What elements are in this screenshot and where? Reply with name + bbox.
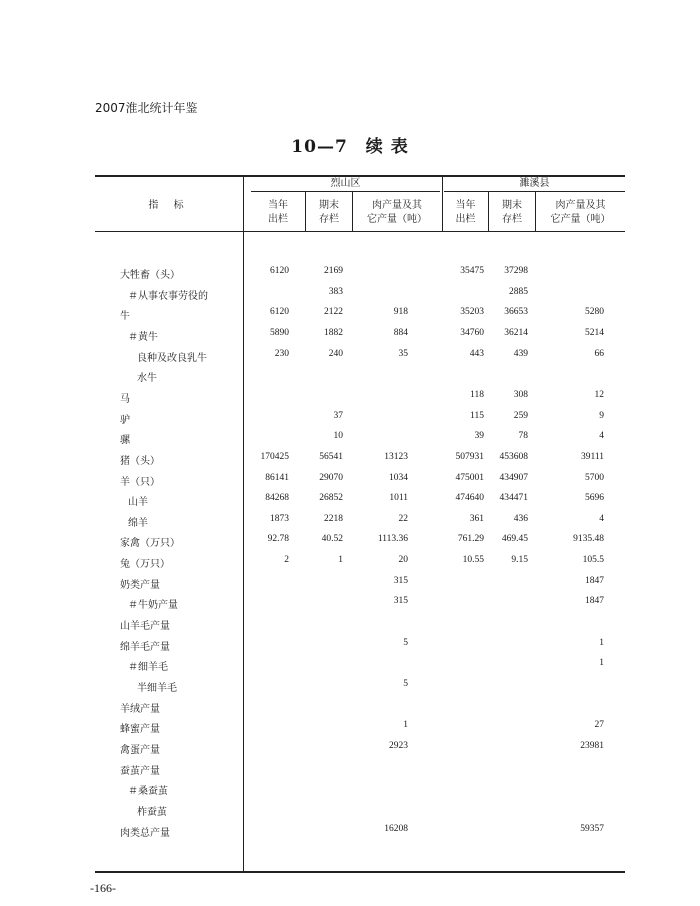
cell-value: 1011 [389,493,408,504]
cell-value: 5280 [585,307,604,318]
table-row [95,700,625,716]
cell-value: 1 [338,555,343,566]
table-row [95,514,625,530]
cell-value: 59357 [580,823,604,834]
row-label: 禽蛋产量 [120,744,160,756]
table-row [95,720,625,736]
cell-value: 78 [518,431,528,442]
row-label: 奶类产量 [120,579,160,591]
yearbook-header: 2007淮北统计年鉴 [95,101,198,115]
group-underline-1 [251,191,440,192]
cell-value: 1873 [270,513,289,524]
cell-value: 9 [599,410,604,421]
col-header-current-output: 当年 出栏 [455,200,476,225]
cell-value: 308 [513,389,528,400]
table-row [95,349,625,365]
cell-value: 1113.36 [377,534,408,545]
cell-value: 23981 [580,740,604,751]
table-row [95,803,625,819]
table-row [95,638,625,654]
col-header-meat-output: 肉产量及其 它产量（吨） [550,200,611,225]
cell-value: 9135.48 [573,534,604,545]
cell-value: 2122 [324,307,343,318]
cell-value: 84268 [265,493,289,504]
cell-value: 2923 [389,740,408,751]
cell-value: 2 [284,555,289,566]
cell-value: 170425 [260,451,289,462]
cell-value: 507931 [455,451,484,462]
table-row [95,782,625,798]
row-label: 大牲畜（头） [120,270,180,281]
cell-value: 4 [599,513,604,524]
cell-value: 5700 [585,472,604,483]
row-label: 兔（万只） [120,559,170,571]
table-row [95,431,625,447]
table-row [95,576,625,592]
cell-value: 56541 [319,451,343,462]
cell-value: 40.52 [321,534,343,545]
indicator-header: 指 标 [148,200,190,211]
table-row [95,411,625,427]
table-row [95,452,625,468]
cell-value: 2169 [324,266,343,276]
cell-value: 1882 [324,327,343,338]
cell-value: 92.78 [267,534,289,545]
cell-value: 39111 [580,451,604,462]
table-number: 10—7 [291,137,348,157]
table-row [95,473,625,489]
table-row [95,369,625,385]
cell-value: 29070 [319,472,343,483]
cell-value: 315 [393,596,408,607]
cell-value: 35 [398,348,408,359]
table-row [95,658,625,674]
header-bottom-rule [95,231,625,232]
row-label: 肉类总产量 [120,827,170,839]
table-row [95,534,625,550]
table-row [95,328,625,344]
cell-value: 453608 [499,451,528,462]
table-row [95,390,625,406]
cell-value: 315 [393,575,408,586]
group-header-suixi: 濉溪县 [519,178,550,189]
table-title-text: 续 表 [365,137,409,157]
row-label: 水牛 [137,373,157,385]
cell-value: 5696 [585,493,604,504]
cell-value: 1 [403,720,408,731]
cell-value: 86141 [265,472,289,483]
cell-value: 469.45 [501,534,528,545]
cell-value: 5214 [585,327,604,338]
row-label: ＃桑蚕茧 [128,786,168,798]
row-label: 柞蚕茧 [137,806,167,818]
cell-value: 36214 [504,327,528,338]
cell-value: 115 [470,410,484,421]
table-row [95,555,625,571]
cell-value: 1847 [585,575,604,586]
row-label: 牛 [120,311,130,323]
row-label: 山羊毛产量 [120,621,170,633]
row-label: 骡 [120,435,130,447]
col-header-end-stock: 期末 存栏 [502,200,522,225]
cell-value: 475001 [455,472,484,483]
cell-value: 9.15 [511,555,528,566]
cell-value: 434471 [499,493,528,504]
cell-value: 6120 [270,266,289,276]
cell-value: 439 [513,348,528,359]
table-row [95,762,625,778]
cell-value: 4 [599,431,604,442]
cell-value: 10.55 [462,555,484,566]
cell-value: 12 [594,389,604,400]
cell-value: 105.5 [582,555,604,566]
cell-value: 27 [594,720,604,731]
table-row [95,679,625,695]
table-row [95,741,625,757]
cell-value: 20 [398,555,408,566]
table-row [95,617,625,633]
cell-value: 474640 [455,493,484,504]
cell-value: 36653 [504,307,528,318]
cell-value: 16208 [384,823,408,834]
col-header-meat-output: 肉产量及其 它产量（吨） [367,200,427,225]
cell-value: 37298 [504,266,528,276]
row-label: ＃细羊毛 [128,662,168,674]
cell-value: 884 [393,327,408,338]
cell-value: 918 [393,307,408,318]
cell-value: 1 [599,658,604,669]
row-label: 蜂蜜产量 [120,724,160,736]
cell-value: 2885 [509,286,528,297]
row-label: 猪（头） [120,455,160,467]
row-label: 绵羊 [128,517,148,529]
cell-value: 5 [403,637,408,648]
cell-value: 66 [594,348,604,359]
row-label: 蚕茧产量 [120,765,160,777]
table-title [0,132,700,157]
row-label: 山羊 [128,497,148,509]
col-header-current-output: 当年 出栏 [268,200,288,225]
cell-value: 10 [333,431,343,442]
row-label: 半细羊毛 [137,683,177,694]
group-header-lieshan: 烈山区 [330,178,361,189]
row-label: ＃从事农事劳役的 [128,290,208,302]
cell-value: 230 [274,348,289,359]
cell-value: 35203 [460,307,484,318]
cell-value: 436 [513,513,528,524]
cell-value: 2218 [324,513,343,524]
row-label: 驴 [120,414,130,426]
cell-value: 1847 [585,596,604,607]
cell-value: 5 [403,679,408,689]
cell-value: 26852 [319,493,343,504]
table-row [95,596,625,612]
cell-value: 1034 [389,472,408,483]
cell-value: 5890 [270,327,289,338]
row-label: ＃黄牛 [128,331,158,343]
row-label: 羊绒产量 [120,703,160,715]
table-row [95,287,625,303]
cell-value: 34760 [460,327,484,338]
cell-value: 6120 [270,307,289,318]
cell-value: 434907 [499,472,528,483]
cell-value: 383 [328,286,343,297]
page-number: -166- [90,881,116,895]
cell-value: 39 [474,431,484,442]
table-row [95,824,625,840]
table-row [95,493,625,509]
col-header-end-stock: 期末 存栏 [319,200,339,225]
row-label: 良种及改良乳牛 [137,352,207,364]
cell-value: 259 [513,410,528,421]
table-row [95,307,625,323]
cell-value: 37 [333,410,343,421]
cell-value: 35475 [460,266,484,276]
row-label: 羊（只） [120,476,160,488]
cell-value: 1 [599,637,604,648]
table-row [95,266,625,282]
table-bottom-rule [95,871,625,873]
row-label: 绵羊毛产量 [120,641,170,653]
cell-value: 761.29 [457,534,484,545]
cell-value: 118 [470,389,484,400]
cell-value: 361 [469,513,484,524]
row-label: 家禽（万只） [120,538,180,550]
cell-value: 22 [398,513,408,524]
cell-value: 443 [469,348,484,359]
row-label: ＃牛奶产量 [128,600,178,612]
cell-value: 13123 [384,451,408,462]
cell-value: 240 [328,348,343,359]
row-label: 马 [120,393,130,405]
